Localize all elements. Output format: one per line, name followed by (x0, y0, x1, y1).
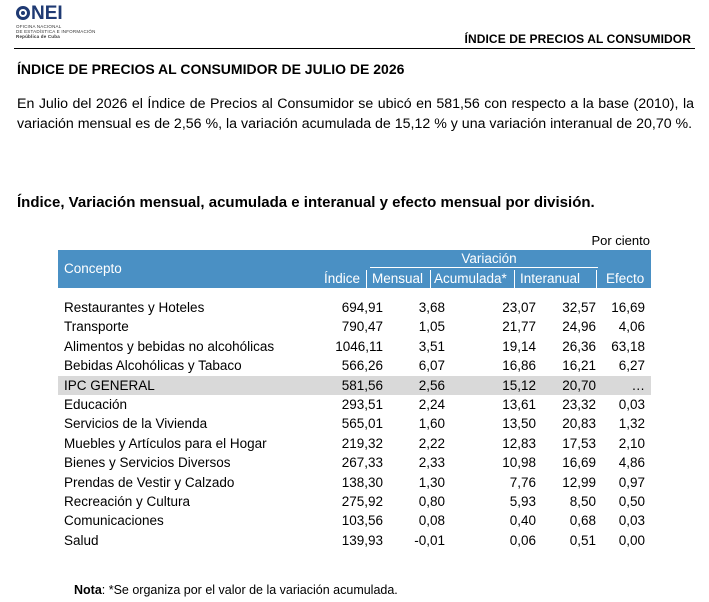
footnote (74, 583, 398, 597)
cell-efecto: 0,00 (618, 532, 645, 548)
logo-subtitle-3: República de Cuba (16, 34, 60, 39)
table-body (58, 298, 651, 550)
cell-indice: 103,56 (341, 513, 383, 529)
cell-indice: 293,51 (341, 396, 383, 412)
cell-indice: 694,91 (341, 300, 383, 315)
cell-indice: 219,32 (341, 435, 383, 451)
cell-acumulada: 12,83 (502, 435, 536, 451)
cell-mensual: 0,80 (418, 493, 445, 509)
cell-interanual: 16,69 (562, 455, 596, 471)
cell-mensual: 0,08 (418, 513, 445, 529)
cell-mensual: 3,51 (418, 338, 445, 354)
cell-acumulada: 19,14 (502, 338, 536, 354)
cell-concepto: Servicios de la Vivienda (64, 416, 208, 432)
note-label: Nota (74, 583, 102, 597)
logo-circle-icon (16, 6, 30, 20)
cell-acumulada: 10,98 (502, 455, 536, 471)
header-variacion: Variación (461, 251, 517, 266)
table-row (58, 337, 651, 356)
table-row (58, 453, 651, 472)
cell-efecto: 0,03 (618, 513, 645, 529)
note-text: : *Se organiza por el valor de la variación acumulada. (101, 583, 398, 597)
cell-interanual: 0,51 (569, 532, 596, 548)
cell-efecto: 16,69 (611, 300, 645, 315)
cell-acumulada: 13,50 (502, 416, 536, 432)
cell-acumulada: 0,40 (509, 513, 536, 529)
cell-interanual: 20,70 (562, 377, 596, 393)
cell-acumulada: 16,86 (502, 358, 536, 374)
cell-efecto: 63,18 (611, 338, 645, 354)
header-separator (366, 270, 367, 288)
summary-paragraph: En Julio del 2026 el Índice de Precios al Consumidor se ubicó en 581,56 con respecto a la base (2010), la variación mensual es de 2,56 %, la variación acumulada de 15,12 % y una variación interanual de 20,70 %. (17, 96, 694, 132)
table-header (58, 250, 651, 288)
cell-mensual: 2,56 (418, 377, 445, 393)
cell-mensual: 6,07 (418, 358, 445, 374)
header-indice: Índice (324, 271, 361, 286)
cell-indice: 566,26 (341, 358, 383, 374)
cell-indice: 138,30 (341, 474, 383, 490)
cell-indice: 581,56 (341, 377, 383, 393)
cell-mensual: 1,30 (418, 474, 445, 490)
table-row (58, 298, 651, 317)
cell-efecto: 1,32 (618, 416, 645, 432)
cell-interanual: 24,96 (562, 319, 596, 335)
cell-mensual: 3,68 (418, 300, 445, 315)
cell-concepto: Educación (64, 396, 128, 412)
cell-efecto: 0,03 (618, 396, 645, 412)
header-mensual: Mensual (372, 271, 424, 286)
cell-efecto: … (631, 377, 645, 393)
cell-indice: 790,47 (341, 319, 383, 335)
cell-acumulada: 7,76 (509, 474, 536, 490)
cell-efecto: 6,27 (618, 358, 645, 374)
cell-concepto: IPC GENERAL (64, 377, 155, 393)
cell-mensual: 2,22 (418, 435, 445, 451)
header-acumulada: Acumulada* (434, 271, 507, 286)
header-separator (596, 270, 597, 288)
cell-concepto: Restaurantes y Hoteles (64, 300, 205, 315)
table-row (58, 511, 651, 530)
table-row (58, 531, 651, 550)
cell-concepto: Muebles y Artículos para el Hogar (64, 435, 267, 451)
cell-concepto: Prendas de Vestir y Calzado (64, 474, 235, 490)
header-interanual: Interanual (520, 271, 581, 286)
header-divider (14, 48, 695, 49)
cell-concepto: Salud (64, 532, 99, 548)
table-row (58, 414, 651, 433)
cell-efecto: 4,86 (618, 455, 645, 471)
table-row (58, 376, 651, 395)
cell-acumulada: 21,77 (502, 319, 536, 335)
cell-acumulada: 13,61 (502, 396, 536, 412)
cell-interanual: 0,68 (569, 513, 596, 529)
cell-interanual: 20,83 (562, 416, 596, 432)
cell-concepto: Recreación y Cultura (64, 493, 191, 509)
cell-indice: 139,93 (341, 532, 383, 548)
cell-interanual: 32,57 (562, 300, 596, 315)
cell-efecto: 2,10 (618, 435, 645, 451)
table-row (58, 434, 651, 453)
page-title: ÍNDICE DE PRECIOS AL CONSUMIDOR DE JULIO DE 2026 (17, 61, 405, 77)
cell-interanual: 23,32 (562, 396, 596, 412)
cell-indice: 267,33 (341, 455, 383, 471)
logo-wordmark (16, 4, 63, 24)
header-variacion-underline (370, 267, 598, 268)
cell-concepto: Bebidas Alcohólicas y Tabaco (64, 358, 242, 374)
cell-mensual: 1,05 (418, 319, 445, 335)
table-title: Índice, Variación mensual, acumulada e interanual y efecto mensual por división. (17, 194, 595, 211)
section-title: ÍNDICE DE PRECIOS AL CONSUMIDOR (464, 32, 691, 46)
cell-indice: 1046,11 (335, 338, 383, 354)
cell-interanual: 26,36 (562, 338, 596, 354)
table-row (58, 473, 651, 492)
cell-mensual: 2,33 (418, 455, 445, 471)
cell-concepto: Bienes y Servicios Diversos (64, 455, 231, 471)
cell-acumulada: 23,07 (502, 300, 536, 315)
header-separator (430, 270, 431, 288)
table-row (58, 395, 651, 414)
cell-efecto: 0,97 (618, 474, 645, 490)
cell-acumulada: 0,06 (509, 532, 536, 548)
cell-interanual: 16,21 (562, 358, 596, 374)
cell-indice: 565,01 (341, 416, 383, 432)
cell-interanual: 12,99 (562, 474, 596, 490)
onei-logo (16, 4, 136, 44)
cell-concepto: Transporte (64, 319, 129, 335)
header-separator (514, 270, 515, 288)
table-row (58, 492, 651, 511)
cell-interanual: 8,50 (569, 493, 596, 509)
cell-mensual: 2,24 (418, 396, 445, 412)
cell-acumulada: 15,12 (502, 377, 536, 393)
logo-subtitle-1: OFICINA NACIONAL (16, 24, 62, 29)
cell-efecto: 0,50 (618, 493, 645, 509)
cell-mensual: 1,60 (418, 416, 445, 432)
cell-concepto: Alimentos y bebidas no alcohólicas (64, 338, 275, 354)
header-efecto: Efecto (606, 271, 645, 286)
cell-mensual: -0,01 (414, 532, 445, 548)
cell-concepto: Comunicaciones (64, 513, 164, 529)
cell-acumulada: 5,93 (509, 493, 536, 509)
cell-indice: 275,92 (341, 493, 383, 509)
cell-efecto: 4,06 (618, 319, 645, 335)
logo-subtitle-2: DE ESTADÍSTICA E INFORMACIÓN (16, 29, 96, 34)
cell-interanual: 17,53 (562, 435, 596, 451)
unit-label: Por ciento (591, 233, 650, 248)
table-row (58, 317, 651, 336)
header-concepto: Concepto (64, 261, 122, 276)
logo-text: NEI (31, 3, 63, 24)
table-row (58, 356, 651, 375)
